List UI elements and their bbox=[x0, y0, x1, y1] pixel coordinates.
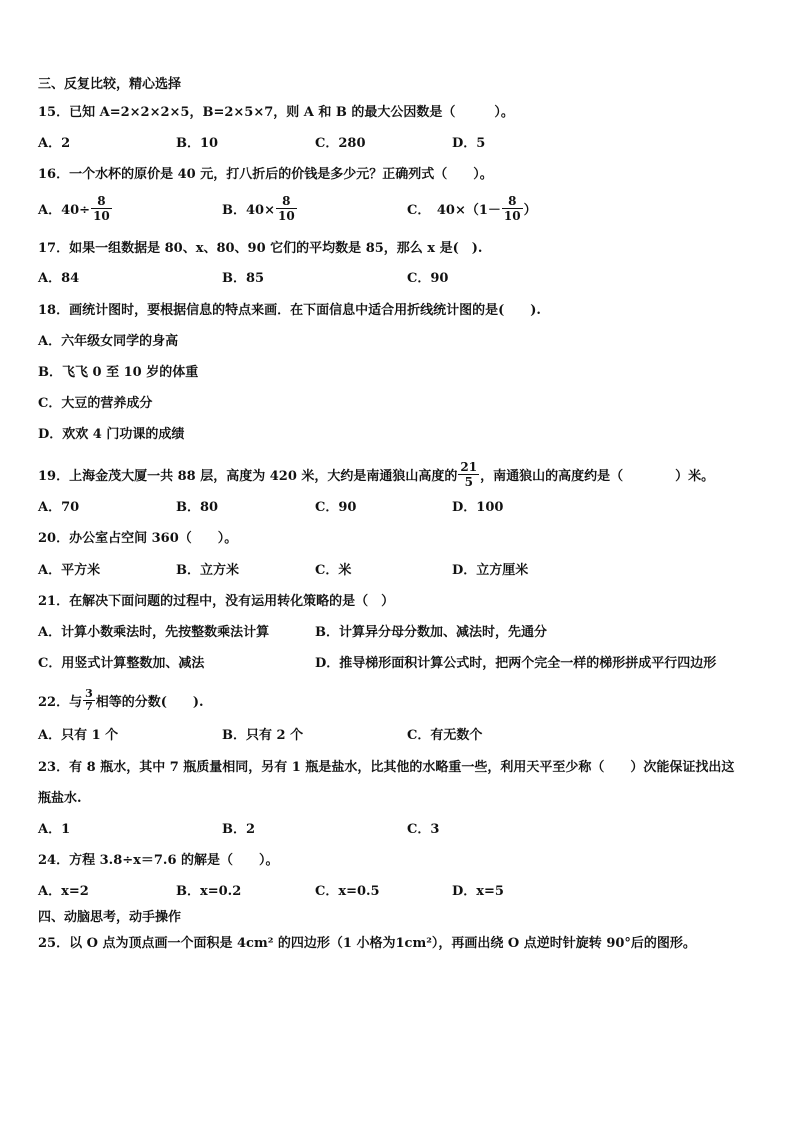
question-23-stem-line2: 瓶盐水. bbox=[38, 791, 82, 806]
fraction-denominator: 5 bbox=[464, 475, 473, 489]
question-19-option-c: C．90 bbox=[315, 500, 357, 515]
question-19-stem bbox=[38, 462, 714, 491]
question-15-option-c: C．280 bbox=[315, 136, 366, 151]
question-22-option-c: C．有无数个 bbox=[407, 728, 483, 743]
question-15-option-d: D．5 bbox=[452, 136, 486, 151]
fraction-numerator: 8 bbox=[502, 194, 523, 209]
question-22-stem-end: 相等的分数( ). bbox=[95, 695, 204, 710]
question-21-option-c: C．用竖式计算整数加、减法 bbox=[38, 656, 205, 671]
question-18-stem: 18．画统计图时，要根据信息的特点来画．在下面信息中适合用折线统计图的是( ). bbox=[38, 303, 541, 318]
question-16-option-c bbox=[407, 196, 537, 225]
question-22-option-b: B．只有 2 个 bbox=[222, 728, 304, 743]
question-19-option-b: B．80 bbox=[176, 500, 219, 515]
question-21-stem: 21．在解决下面问题的过程中，没有运用转化策略的是（ ） bbox=[38, 594, 395, 609]
question-17-option-b: B．85 bbox=[222, 271, 265, 286]
question-20-option-b: B．立方米 bbox=[176, 563, 239, 578]
question-18-option-d: D．欢欢 4 门功课的成绩 bbox=[38, 427, 185, 442]
fraction bbox=[502, 194, 523, 223]
fraction-numerator: 8 bbox=[276, 194, 297, 209]
question-17-option-c: C．90 bbox=[407, 271, 449, 286]
fraction-denominator: 7 bbox=[85, 700, 93, 713]
question-24-stem: 24．方程 3.8÷x＝7.6 的解是（ ）。 bbox=[38, 853, 279, 868]
fraction bbox=[91, 194, 112, 223]
question-22-stem bbox=[38, 687, 204, 715]
question-21-option-d: D．推导梯形面积计算公式时，把两个完全一样的梯形拼成平行四边形 bbox=[315, 656, 717, 671]
question-16-stem: 16．一个水杯的原价是 40 元，打八折后的价钱是多少元？正确列式（ ）。 bbox=[38, 167, 493, 182]
question-21-option-a: A．计算小数乘法时，先按整数乘法计算 bbox=[38, 625, 270, 640]
question-22-option-a: A．只有 1 个 bbox=[38, 728, 119, 743]
question-20-option-c: C．米 bbox=[315, 563, 352, 578]
question-17-option-a: A．84 bbox=[38, 271, 80, 286]
question-19-stem-end: ，南通狼山的高度约是（ ）米。 bbox=[480, 469, 715, 484]
question-19-option-d: D．100 bbox=[452, 500, 504, 515]
question-23-option-c: C．3 bbox=[407, 822, 440, 837]
question-24-option-b: B．x=0.2 bbox=[176, 884, 242, 899]
question-25-stem: 25．以 O 点为顶点画一个面积是 4cm² 的四边形（1 小格为1cm²），再画出绕 O 点逆时针旋转 90°后的图形。 bbox=[38, 936, 696, 951]
fraction-numerator: 8 bbox=[91, 194, 112, 209]
question-17-stem: 17．如果一组数据是 80、x、80、90 它们的平均数是 85，那么 x 是( ). bbox=[38, 241, 483, 256]
option-c-close: ） bbox=[523, 203, 537, 218]
fraction-numerator: 3 bbox=[85, 687, 93, 700]
question-24-option-a: A．x=2 bbox=[38, 884, 89, 899]
fraction-denominator: 10 bbox=[277, 209, 295, 223]
option-a-text: A．40÷ bbox=[38, 203, 91, 218]
question-16-option-a bbox=[38, 196, 113, 225]
question-22-stem-start: 22．与 bbox=[38, 695, 83, 710]
question-23-option-b: B．2 bbox=[222, 822, 256, 837]
fraction-denominator: 10 bbox=[93, 209, 110, 223]
question-18-option-b: B．飞飞 0 至 10 岁的体重 bbox=[38, 365, 199, 380]
question-20-option-a: A．平方米 bbox=[38, 563, 101, 578]
question-15-option-b: B．10 bbox=[176, 136, 219, 151]
question-18-option-a: A．六年级女同学的身高 bbox=[38, 334, 179, 349]
question-15-option-a: A．2 bbox=[38, 136, 71, 151]
question-20-stem: 20．办公室占空间 360（ ）。 bbox=[38, 531, 238, 546]
question-15-stem: 15．已知 A=2×2×2×5，B=2×5×7，则 A 和 B 的最大公因数是（ ）。 bbox=[38, 105, 514, 120]
question-20-option-d: D．立方厘米 bbox=[452, 563, 529, 578]
question-23-option-a: A．1 bbox=[38, 822, 71, 837]
question-24-option-d: D．x=5 bbox=[452, 884, 504, 899]
section-four-title: 四、动脑思考，动手操作 bbox=[38, 910, 182, 925]
option-b-text: B．40× bbox=[222, 203, 275, 218]
fraction bbox=[458, 460, 479, 489]
question-23-stem-line1: 23．有 8 瓶水，其中 7 瓶质量相同，另有 1 瓶是盐水，比其他的水略重一些，利用天平至少称（ ）次能保证找出这 bbox=[38, 760, 735, 775]
section-three-title: 三、反复比较，精心选择 bbox=[38, 77, 182, 92]
question-19-option-a: A．70 bbox=[38, 500, 80, 515]
question-21-option-b: B．计算异分母分数加、减法时，先通分 bbox=[315, 625, 547, 640]
fraction bbox=[83, 688, 95, 713]
question-16-option-b bbox=[222, 196, 298, 225]
question-18-option-c: C．大豆的营养成分 bbox=[38, 396, 153, 411]
question-19-stem-start: 19．上海金茂大厦一共 88 层，高度为 420 米，大约是南通狼山高度的 bbox=[38, 469, 458, 484]
fraction-denominator: 10 bbox=[503, 209, 521, 223]
option-c-text: C． 40×（1－ bbox=[407, 203, 501, 218]
fraction-numerator: 21 bbox=[460, 460, 478, 474]
fraction bbox=[276, 194, 297, 223]
question-24-option-c: C．x=0.5 bbox=[315, 884, 380, 899]
